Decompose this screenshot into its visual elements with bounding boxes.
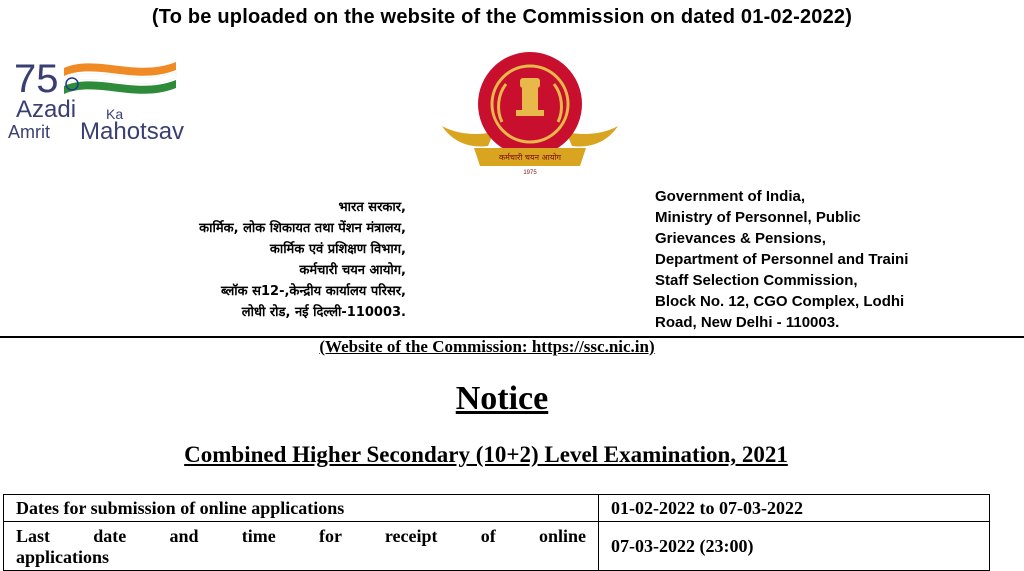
english-address-line: Road, New Delhi - 110003.	[655, 314, 840, 331]
table-row	[4, 495, 990, 522]
ssc-seal-icon	[436, 48, 624, 180]
azadi-ka-amrit-mahotsav-logo	[6, 48, 226, 148]
website-line	[0, 337, 974, 357]
hindi-address-line: कर्मचारी चयन आयोग,	[299, 263, 406, 278]
table-cell-label: Dates for submission of online applications	[4, 495, 599, 522]
hindi-address-block	[199, 197, 406, 323]
english-address-line: Department of Personnel and Traini	[655, 251, 909, 268]
svg-text:1975: 1975	[523, 170, 537, 176]
table-cell-value: 07-03-2022 (23:00)	[599, 522, 990, 571]
english-address-line: Ministry of Personnel, Public	[655, 209, 861, 226]
english-address-line: Grievances & Pensions,	[655, 230, 826, 247]
hindi-address-line: भारत सरकार,	[338, 200, 406, 215]
english-address-line: Government of India,	[655, 188, 806, 205]
amrit-word: Amrit	[8, 122, 50, 142]
hindi-address-line: कार्मिक एवं प्रशिक्षण विभाग,	[269, 242, 406, 257]
ka-word: Ka	[106, 106, 124, 122]
label-line: Last date and time for receipt of online	[16, 526, 586, 546]
ssc-emblem-logo	[436, 48, 624, 180]
azadi-number: 75	[14, 57, 59, 101]
website-link[interactable]: (Website of the Commission: https://ssc.nic.in)	[319, 337, 655, 356]
hindi-address-line: कार्मिक, लोक शिकायत तथा पेंशन मंत्रालय,	[199, 221, 406, 236]
upload-note: (To be uploaded on the website of the Commission on dated 01-02-2022)	[151, 6, 853, 28]
dates-table	[3, 494, 990, 571]
table-cell-value: 01-02-2022 to 07-03-2022	[599, 495, 990, 522]
azadi-word: Azadi	[16, 96, 77, 123]
table-row	[4, 522, 990, 571]
english-address-block	[655, 186, 908, 333]
english-address-line: Staff Selection Commission,	[655, 272, 858, 289]
hindi-address-line: ब्लॉक स12-,केन्द्रीय कार्यालय परिसर,	[220, 284, 406, 299]
english-address-line: Block No. 12, CGO Complex, Lodhi	[655, 293, 905, 310]
exam-title: Combined Higher Secondary (10+2) Level Examination, 2021	[184, 442, 788, 467]
mahotsav-word: Mahotsav	[80, 118, 185, 145]
svg-text:कर्मचारी चयन आयोग: कर्मचारी चयन आयोग	[498, 153, 562, 162]
notice-title: Notice	[455, 380, 549, 417]
hindi-address-line: लोधी रोड, नई दिल्ली-110003.	[241, 305, 406, 320]
label-line: applications	[16, 547, 110, 567]
table-cell-label	[4, 522, 599, 571]
